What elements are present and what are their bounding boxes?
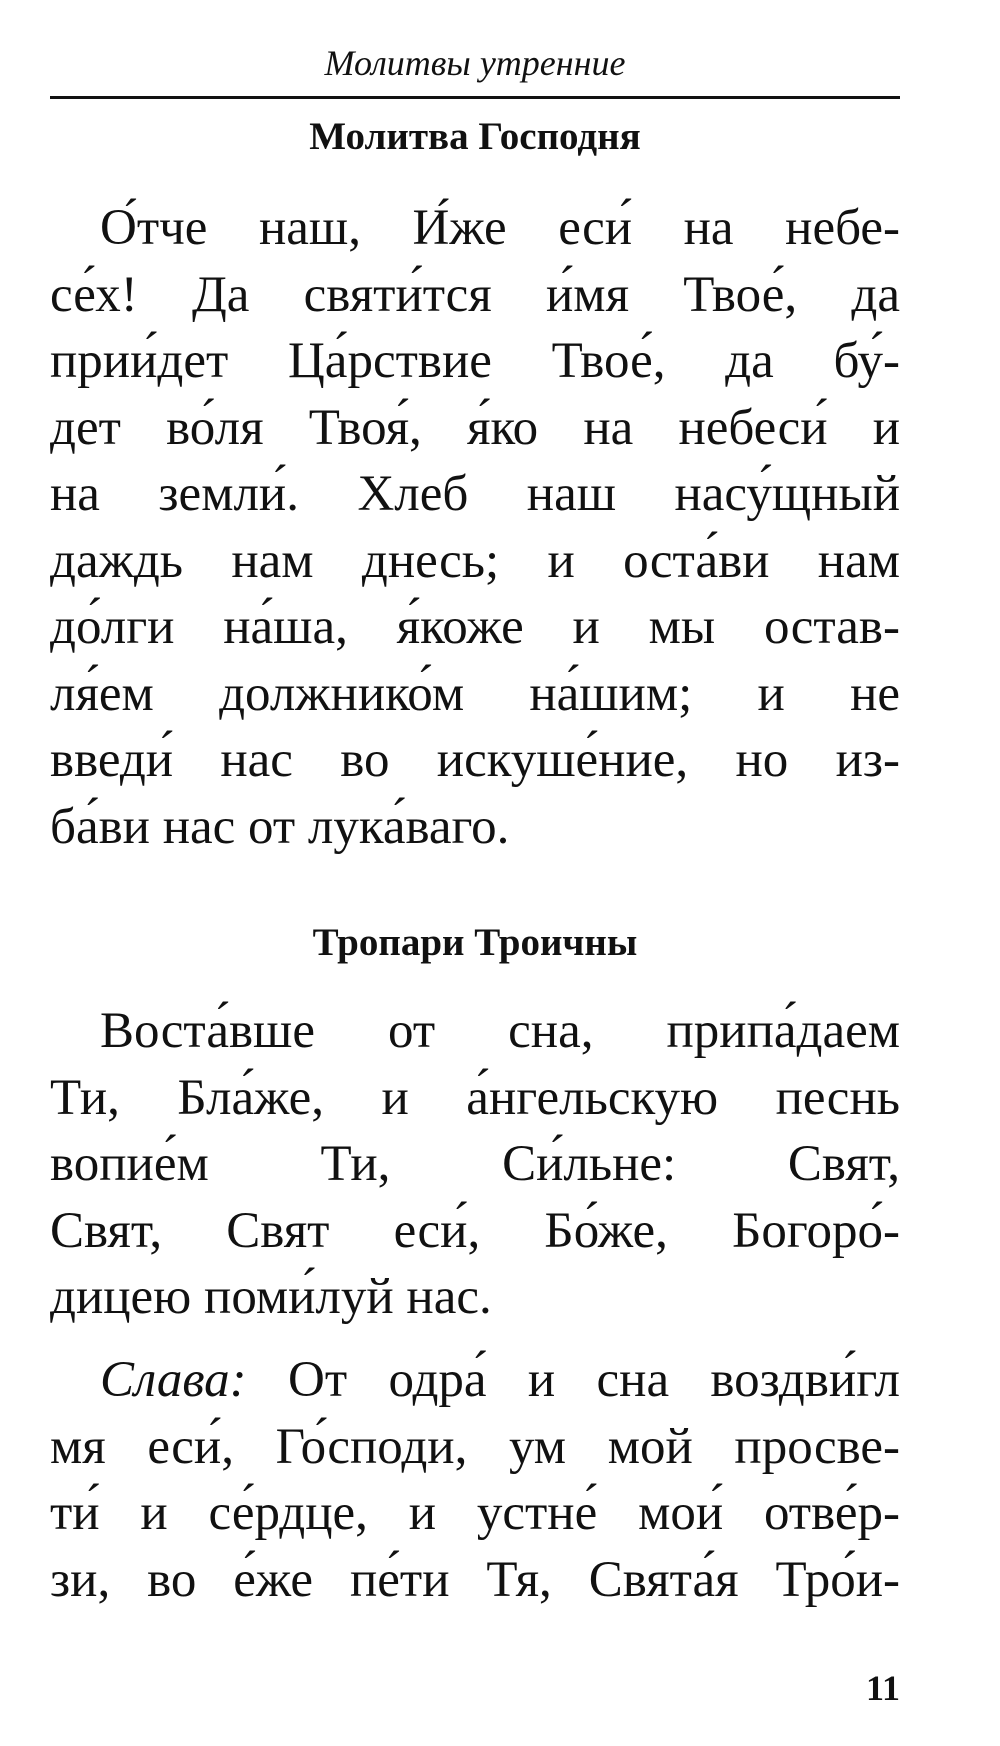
section-heading-lords-prayer: Молитва Господня — [309, 115, 641, 158]
text-line: мя еси́, Го́споди, ум мой просве- — [50, 1418, 900, 1475]
text-line: прии́дет Ца́рствие Твое́, да бу́- — [50, 333, 900, 389]
text-line: ти́ и се́рдце, и устне́ мои́ отве́р- — [50, 1485, 900, 1541]
text-line: дицею поми́луй нас. — [50, 1269, 492, 1325]
text-line: Ти, Бла́же, и а́нгельскую песнь — [50, 1069, 900, 1126]
text-line: ба́ви нас от лука́ваго. — [50, 798, 510, 855]
section-heading-troparia: Тропари Троичны — [312, 921, 638, 964]
text-line: се́х! Да святи́тся и́мя Твое́, да — [50, 266, 900, 323]
header-rule — [50, 96, 900, 99]
text-line: Воста́вше от сна, припа́даем — [100, 1003, 900, 1059]
text-line: дет во́ля Твоя́, я́ко на небеси́ и — [50, 399, 900, 456]
text-line: Свят, Свят еси́, Бо́же, Богоро́- — [50, 1202, 900, 1259]
paragraph-lords-prayer — [50, 195, 900, 860]
text-line: вопие́м Ти, Си́льне: Свят, — [50, 1136, 900, 1192]
paragraph-troparion-2 — [50, 1347, 900, 1613]
text-line: на земли́. Хлеб наш насу́щный — [50, 466, 900, 522]
text-line: О́тче наш, И́же еси́ на небе- — [100, 200, 900, 256]
text-line: даждь нам днесь; и оста́ви нам — [50, 532, 900, 589]
text-line: введи́ нас во искуше́ние, но из- — [50, 732, 900, 788]
page-number: 11 — [865, 1668, 900, 1708]
text-line: до́лги на́ша, я́коже и мы остав- — [50, 599, 900, 655]
text-line-first — [50, 1347, 900, 1414]
text-line: ля́ем должнико́м на́шим; и не — [50, 665, 900, 722]
running-head: Молитвы утренние — [324, 43, 626, 83]
text-fragment: От одра́ и сна воздви́гл — [246, 1352, 900, 1408]
paragraph-troparion-1 — [50, 998, 900, 1331]
text-line: зи, во е́же пе́ти Тя, Свята́я Тро́и- — [50, 1551, 900, 1608]
glory-lead: Слава: — [100, 1352, 247, 1408]
